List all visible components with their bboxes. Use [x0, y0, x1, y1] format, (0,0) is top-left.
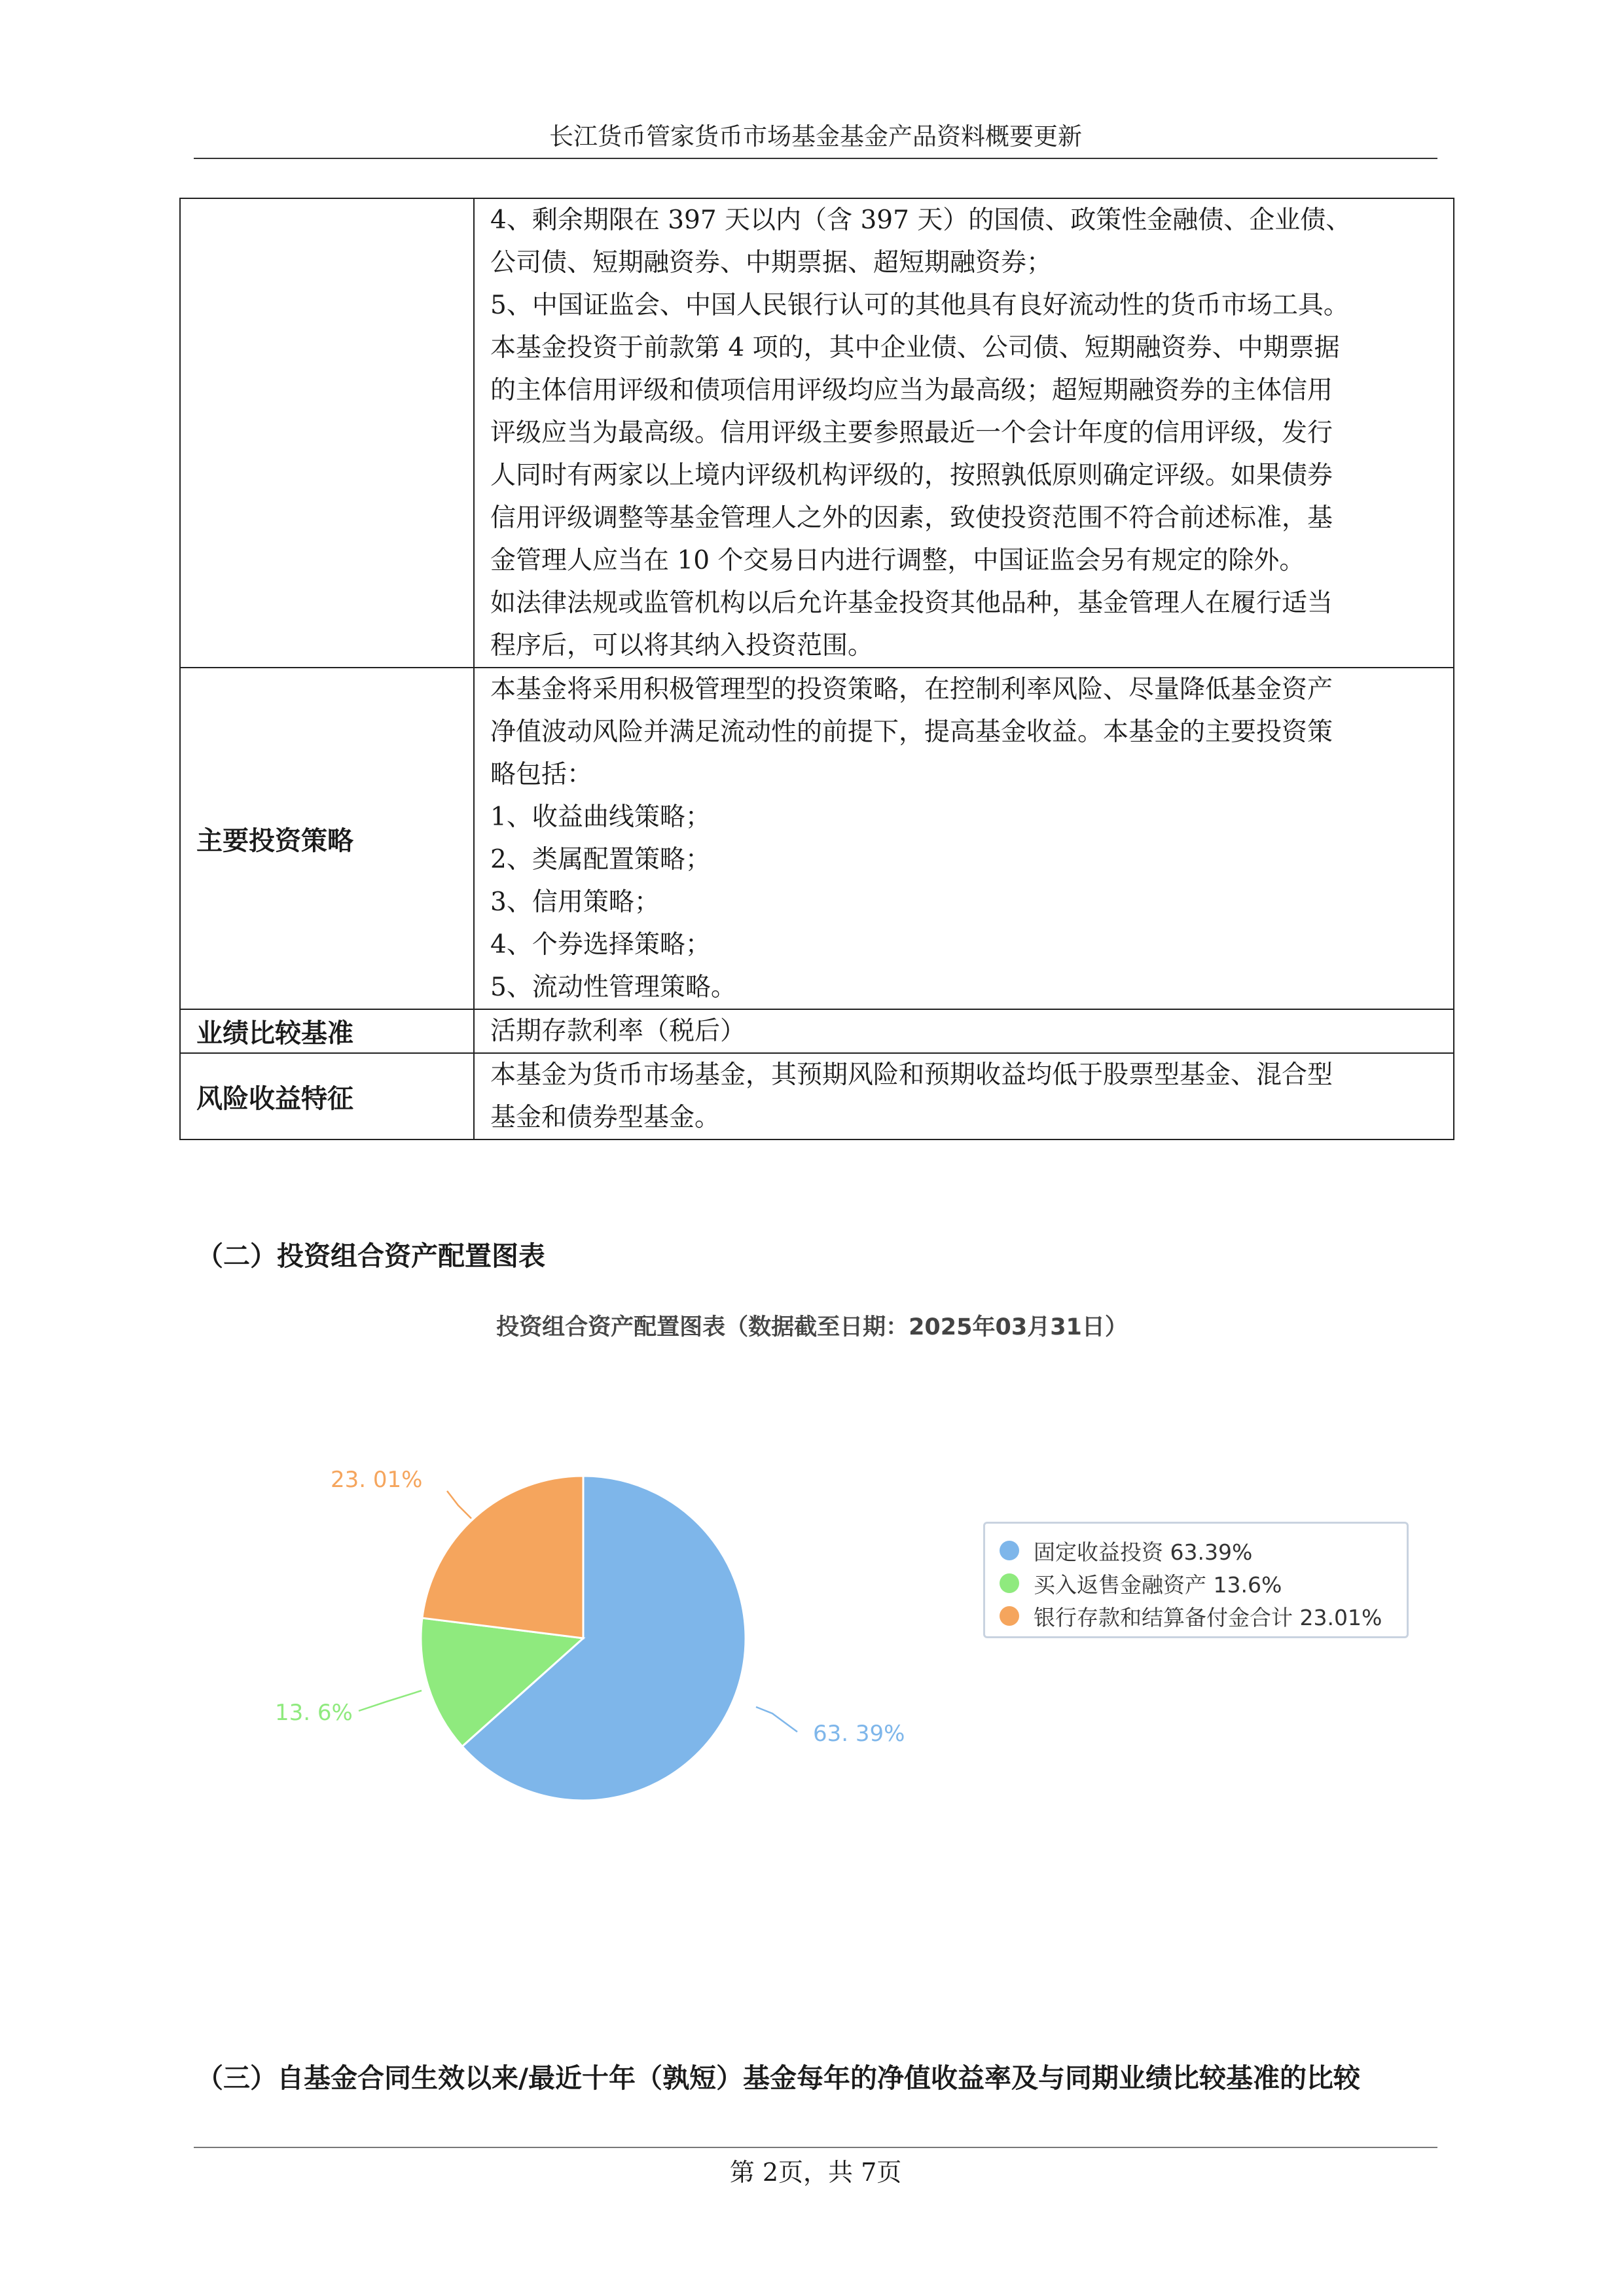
text-line: 金管理人应当在 10 个交易日内进行调整，中国证监会另有规定的除外。 [490, 546, 1305, 575]
text-line: 信用评级调整等基金管理人之外的因素，致使投资范围不符合前述标准，基 [490, 503, 1333, 533]
text-line: 3、信用策略； [490, 888, 660, 917]
benchmark-label: 业绩比较基准 [180, 1009, 474, 1053]
text-line: 本基金为货币市场基金，其预期风险和预期收益均低于股票型基金、混合型 [490, 1060, 1333, 1090]
text-line: 净值波动风险并满足流动性的前提下，提高基金收益。本基金的主要投资策 [490, 717, 1333, 747]
text-line: 的主体信用评级和债项信用评级均应当为最高级；超短期融资券的主体信用 [490, 376, 1333, 405]
text-line: 5、流动性管理策略。 [490, 973, 736, 1002]
text-line: 基金和债券型基金。 [490, 1103, 721, 1132]
text-line: 程序后，可以将其纳入投资范围。 [490, 631, 874, 660]
legend-label-reverse-repo: 买入返售金融资产 13.6% [1034, 1571, 1282, 1598]
pie-data-label-0: 63. 39% [813, 1721, 905, 1747]
text-line: 4、个券选择策略； [490, 930, 711, 960]
legend-item-bank-deposit [985, 1600, 1407, 1632]
chart-legend [983, 1522, 1409, 1638]
legend-label-fixed-income: 固定收益投资 63.39% [1034, 1539, 1253, 1565]
section2-title: （二）投资组合资产配置图表 [196, 1240, 545, 1272]
legend-item-fixed-income [985, 1534, 1407, 1567]
text-line: 本基金将采用积极管理型的投资策略，在控制利率风险、尽量降低基金资产 [490, 675, 1333, 704]
text-line: 本基金投资于前款第 4 项的，其中企业债、公司债、短期融资券、中期票据 [490, 333, 1340, 363]
footer-rule [194, 2147, 1437, 2148]
text-line: 公司债、短期融资券、中期票据、超短期融资券； [490, 248, 1053, 278]
pie-leader-line-1 [359, 1691, 422, 1711]
legend-dot-reverse-repo [1000, 1573, 1019, 1593]
risk-label: 风险收益特征 [180, 1053, 474, 1139]
pie-data-label-1: 13. 6% [275, 1700, 353, 1726]
text-line: 1、收益曲线策略； [490, 802, 711, 832]
page-number: 第 2页，共 7页 [729, 2158, 902, 2187]
text-line: 如法律法规或监管机构以后允许基金投资其他品种，基金管理人在履行适当 [490, 588, 1333, 618]
text-line: 略包括： [490, 760, 593, 789]
pie-data-label-2: 23. 01% [331, 1467, 423, 1493]
text-line: 人同时有两家以上境内评级机构评级的，按照孰低原则确定评级。如果债券 [490, 461, 1333, 490]
text-line: 评级应当为最高级。信用评级主要参照最近一个会计年度的信用评级，发行 [490, 418, 1333, 448]
section3-title: （三）自基金合同生效以来/最近十年（孰短）基金每年的净值收益率及与同期业绩比较基准的比较 [196, 2062, 1360, 2094]
pie-leader-line-0 [756, 1707, 797, 1732]
text-line: 5、中国证监会、中国人民银行认可的其他具有良好流动性的货币市场工具。 [490, 291, 1349, 320]
text-line: 2、类属配置策略； [490, 845, 711, 874]
pie-slice-2 [422, 1476, 583, 1638]
legend-dot-fixed-income [1000, 1541, 1019, 1560]
legend-dot-bank-deposit [1000, 1606, 1019, 1626]
header-title: 长江货币管家货币市场基金基金产品资料概要更新 [549, 122, 1082, 151]
strategy-label: 主要投资策略 [180, 668, 474, 1009]
pie-leader-line-2 [447, 1491, 471, 1518]
chart-title: 投资组合资产配置图表（数据截至日期：2025年03月31日） [496, 1314, 1128, 1340]
text-line: 活期存款利率（税后） [490, 1016, 746, 1046]
legend-label-bank-deposit: 银行存款和结算备付金合计 23.01% [1034, 1604, 1382, 1630]
legend-item-reverse-repo [985, 1567, 1407, 1600]
text-line: 4、剩余期限在 397 天以内（含 397 天）的国债、政策性金融债、企业债、 [490, 206, 1352, 235]
